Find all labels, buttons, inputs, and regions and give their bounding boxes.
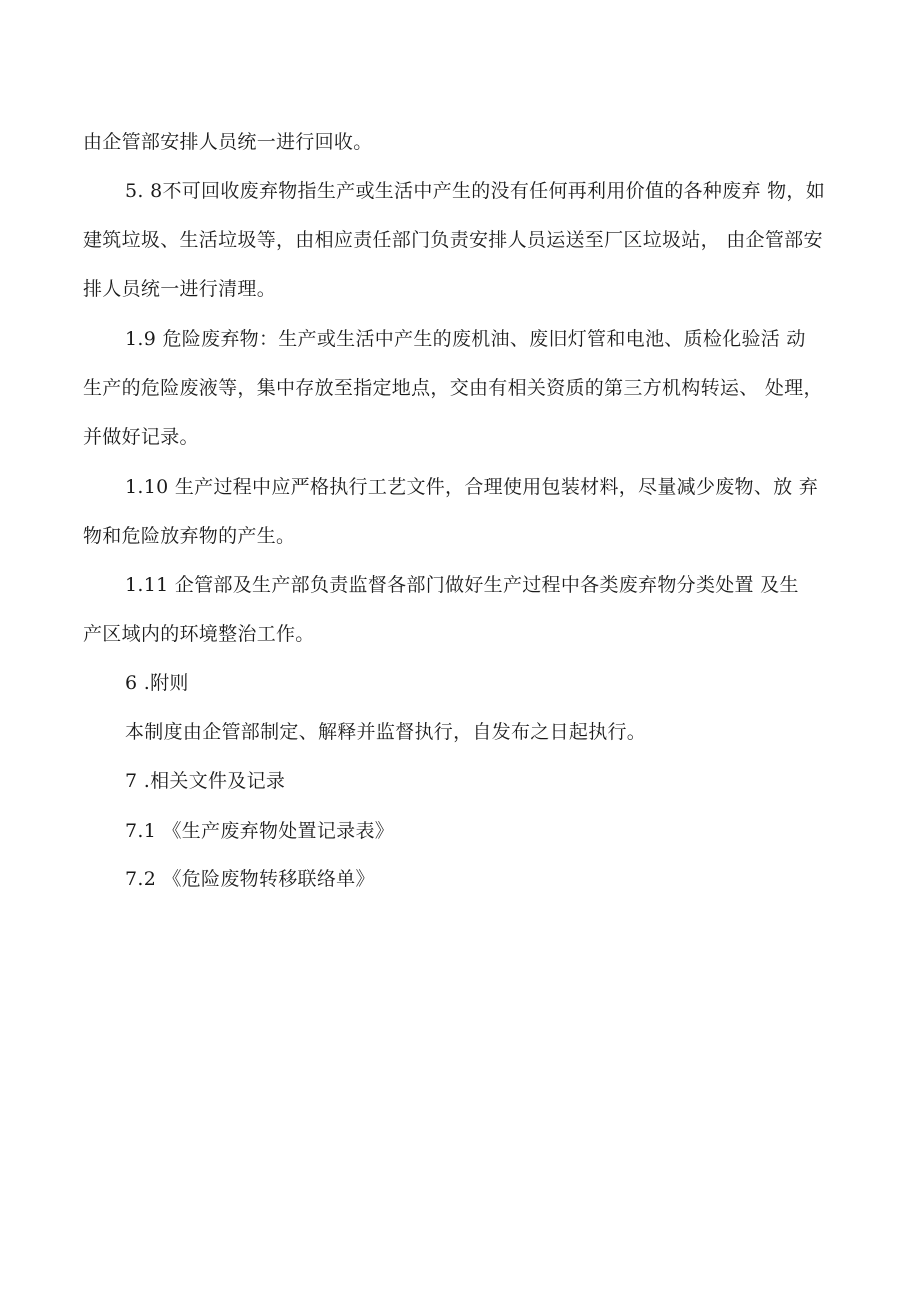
section-heading: 6 .附则 [125,672,189,694]
paragraph-line: 物和危险放弃物的产生。 [83,525,296,547]
paragraph-line: 生产的危险废液等，集中存放至指定地点，交由有相关资质的第三方机构转运、 处理， [83,377,823,399]
list-item: 7.2 《危险废物转移联络单》 [125,868,375,890]
paragraph-line: 建筑垃圾、生活垃圾等，由相应责任部门负责安排人员运送至厂区垃圾站， 由企管部安 [83,229,823,251]
paragraph-line: 本制度由企管部制定、解释并监督执行，自发布之日起执行。 [125,721,647,743]
paragraph-line: 由企管部安排人员统一进行回收。 [83,131,373,153]
paragraph-line: 5. 8不可回收废弃物指生产或生活中产生的没有任何再利用价值的各种废弃 物，如 [125,180,825,202]
paragraph-line: 1.11 企管部及生产部负责监督各部门做好生产过程中各类废弃物分类处置 及生 [125,574,799,596]
paragraph-line: 排人员统一进行清理。 [83,278,277,300]
paragraph-line: 产区域内的环境整治工作。 [83,623,315,645]
list-item: 7.1 《生产废弃物处置记录表》 [125,820,395,842]
paragraph-line: 1.10 生产过程中应严格执行工艺文件，合理使用包装材料，尽量减少废物、放 弃 [125,476,819,498]
paragraph-line: 并做好记录。 [83,426,199,448]
paragraph-line: 1.9 危险废弃物：生产或生活中产生的废机油、废旧灯管和电池、质检化验活 动 [125,328,806,350]
section-heading: 7 .相关文件及记录 [125,770,286,792]
